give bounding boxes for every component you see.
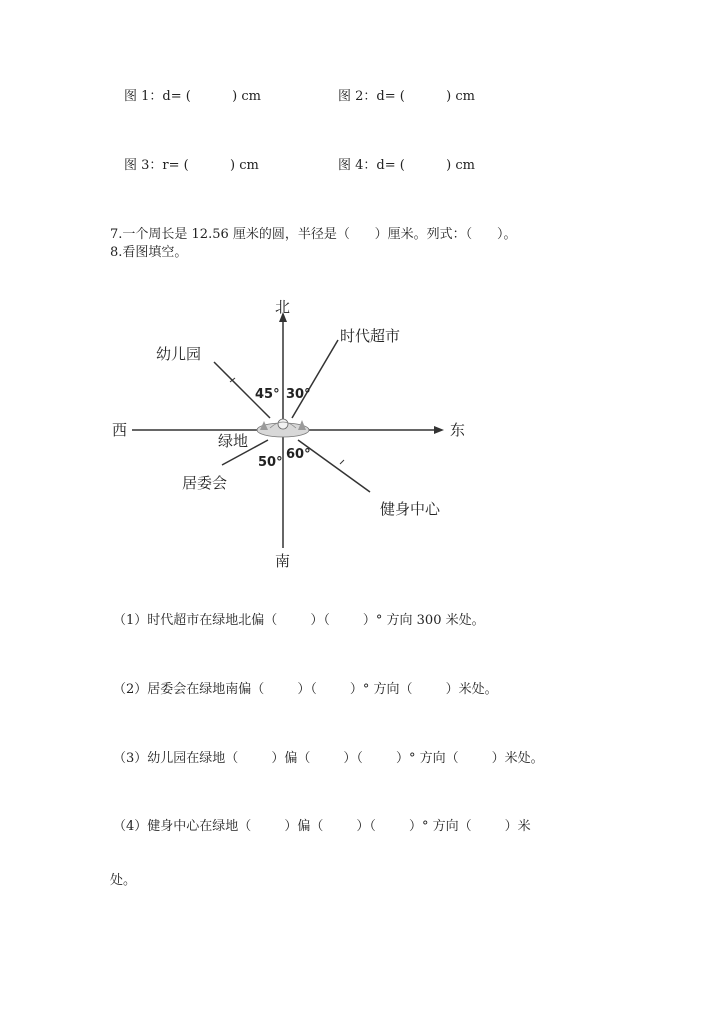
sub-question-1: （1）时代超市在绿地北偏（ ）（ ）° 方向 300 米处。 bbox=[113, 613, 485, 628]
fig2-answer: 图 2：d= ( ) cm bbox=[338, 89, 475, 104]
sub-question-2: （2）居委会在绿地南偏（ ）（ ）° 方向（ ）米处。 bbox=[113, 682, 498, 697]
park-icon bbox=[257, 419, 309, 437]
label-south: 南 bbox=[275, 552, 291, 570]
angle-sw: 50° bbox=[258, 455, 283, 470]
fig1-answer: 图 1：d= ( ) cm bbox=[124, 89, 261, 104]
tick-fitness bbox=[340, 460, 344, 464]
fig4-answer: 图 4：d= ( ) cm bbox=[338, 158, 475, 173]
label-committee: 居委会 bbox=[182, 474, 228, 492]
east-arrow bbox=[434, 426, 444, 434]
label-fitness: 健身中心 bbox=[380, 500, 441, 518]
direction-diagram bbox=[100, 290, 480, 580]
sub-question-3: （3）幼儿园在绿地（ ）偏（ ）（ ）° 方向（ ）米处。 bbox=[113, 751, 544, 766]
sub-question-4: （4）健身中心在绿地（ ）偏（ ）（ ）° 方向（ ）米 bbox=[113, 819, 531, 834]
angle-nw: 45° bbox=[255, 387, 280, 402]
question-8: 8.看图填空。 bbox=[110, 245, 188, 260]
angle-se: 60° bbox=[286, 447, 311, 462]
label-north: 北 bbox=[275, 298, 291, 316]
label-supermarket: 时代超市 bbox=[340, 327, 401, 345]
angle-ne: 30° bbox=[286, 387, 311, 402]
ray-supermarket bbox=[292, 340, 338, 418]
question-7: 7.一个周长是 12.56 厘米的圆，半径是（ ）厘米。列式：（ ）。 bbox=[110, 227, 517, 242]
label-east: 东 bbox=[450, 421, 466, 439]
label-west: 西 bbox=[112, 421, 128, 439]
label-kindergarten: 幼儿园 bbox=[156, 345, 202, 363]
sub-question-4-end: 处。 bbox=[110, 873, 137, 888]
label-center: 绿地 bbox=[218, 432, 249, 450]
fig3-answer: 图 3：r= ( ) cm bbox=[124, 158, 259, 173]
